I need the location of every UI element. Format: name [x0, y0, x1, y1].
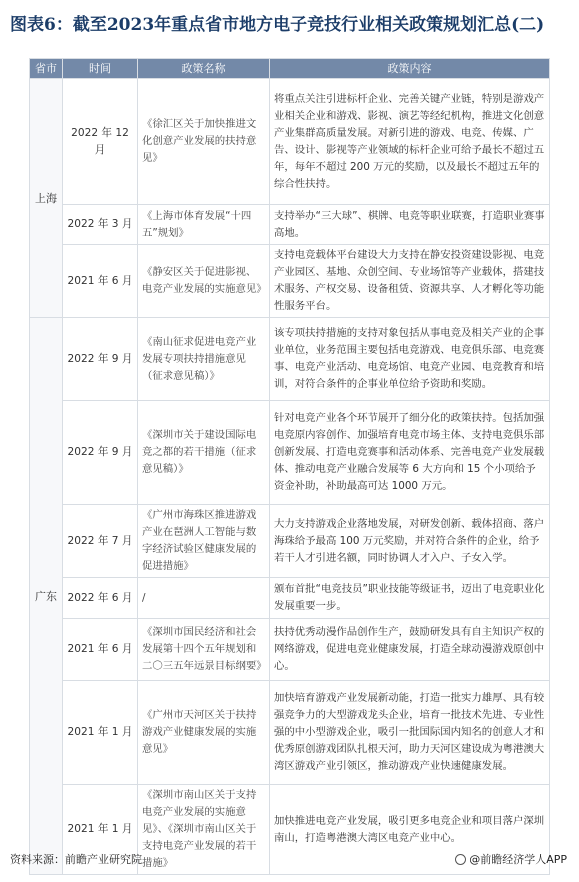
policy-name-cell: 《广州市天河区关于扶持游戏产业健康发展的实施意见》	[138, 681, 270, 785]
policy-content-cell: 该专项扶持措施的支持对象包括从事电竞及相关产业的企事业单位，业务范围主要包括电竞游戏、电竞俱乐部、电竞赛事、电竞产业活动、电竞场馆、电竞产业园、电竞教育和培训，对符合条件的企事业单位给予资助和奖励。	[270, 318, 550, 401]
brand-credit-text: @前瞻经济学人APP	[469, 853, 567, 866]
source-note: 资料来源：前瞻产业研究院	[10, 853, 142, 866]
policy-name-cell: 《深圳市关于建设国际电竞之都的若干措施（征求意见稿）》	[138, 401, 270, 505]
table-row	[30, 401, 550, 505]
table-header-row	[30, 59, 550, 79]
policy-content-cell: 支持举办“三大球”、棋牌、电竞等职业联赛，打造职业赛事高地。	[270, 205, 550, 245]
policy-content-cell: 大力支持游戏企业落地发展，对研发创新、载体招商、落户海珠给予最高 100 万元奖励，并对符合条件的企业，给予若干人才引进名额，同时协调人才入户、子女入学。	[270, 505, 550, 578]
policy-name-cell: 《上海市体育发展“十四五”规划》	[138, 205, 270, 245]
policy-name-cell: 《静安区关于促进影视、电竞产业发展的实施意见》	[138, 245, 270, 318]
province-cell: 上海	[30, 79, 63, 318]
table-row	[30, 79, 550, 205]
wechat-icon	[455, 854, 466, 865]
table-row	[30, 681, 550, 785]
policy-content-cell: 针对电竞产业各个环节展开了细分化的政策扶持。包括加强电竞原内容创作、加强培育电竞市场主体、支持电竞俱乐部创新发展、打造电竞赛事和活动体系、完善电竞产业发展载体、推动电竞产业融合发展等 6 大方向和 15 个小项给予资金补助，补助最高可达 1000 万元。	[270, 401, 550, 505]
table-row	[30, 619, 550, 681]
policy-name-cell: 《广州市海珠区推进游戏产业在琶洲人工智能与数字经济试验区健康发展的促进措施》	[138, 505, 270, 578]
date-cell: 2022 年 9 月	[63, 401, 138, 505]
date-cell: 2021 年 1 月	[63, 785, 138, 875]
table-row	[30, 205, 550, 245]
policy-name-cell: 《南山征求促进电竞产业发展专项扶持措施意见（征求意见稿）》	[138, 318, 270, 401]
date-cell: 2021 年 6 月	[63, 245, 138, 318]
header-policy-content: 政策内容	[270, 59, 550, 79]
date-cell: 2022 年 12 月	[63, 79, 138, 205]
policy-table	[29, 58, 550, 875]
date-cell: 2022 年 9 月	[63, 318, 138, 401]
header-province: 省市	[30, 59, 63, 79]
policy-content-cell: 颁布首批“电竞技员”职业技能等级证书，迈出了电竞职业化发展重要一步。	[270, 578, 550, 619]
policy-name-cell: /	[138, 578, 270, 619]
policy-content-cell: 扶持优秀动漫作品创作生产，鼓励研发具有自主知识产权的网络游戏，促进电竞业健康发展，打造全球动漫游戏原创中心。	[270, 619, 550, 681]
header-policy-name: 政策名称	[138, 59, 270, 79]
date-cell: 2022 年 3 月	[63, 205, 138, 245]
policy-name-cell: 《深圳市南山区关于支持电竞产业发展的实施意见》、《深圳市南山区关于支持电竞产业发展的若干措施》	[138, 785, 270, 875]
province-cell: 广东	[30, 318, 63, 875]
date-cell: 2021 年 1 月	[63, 681, 138, 785]
policy-content-cell: 将重点关注引进标杆企业、完善关键产业链，特别是游戏产业相关企业和游戏、影视、演艺等经纪机构，推进文化创意产业集群高质量发展。对新引进的游戏、电竞、传媒、广告、设计、影视等产业领域的标杆企业可给予最长不超过五年，每年不超过 200 万元的奖励，以及最长不超过五年的综合性扶持。	[270, 79, 550, 205]
policy-content-cell: 加快推进电竞产业发展，吸引更多电竞企业和项目落户深圳南山，打造粤港澳大湾区电竞产业中心。	[270, 785, 550, 875]
table-row	[30, 245, 550, 318]
policy-content-cell: 支持电竞载体平台建设大力支持在静安投资建设影视、电竞产业园区、基地、众创空间、专业场馆等产业载体，搭建技术服务、产权交易、设备租赁、资源共享、人才孵化等功能性服务平台。	[270, 245, 550, 318]
page-title: 图表6：截至2023年重点省市地方电子竞技行业相关政策规划汇总(二)	[10, 15, 545, 35]
date-cell: 2021 年 6 月	[63, 619, 138, 681]
header-date: 时间	[63, 59, 138, 79]
policy-name-cell: 《深圳市国民经济和社会发展第十四个五年规划和二〇三五年远景目标纲要》	[138, 619, 270, 681]
table-row	[30, 578, 550, 619]
date-cell: 2022 年 7 月	[63, 505, 138, 578]
policy-content-cell: 加快培育游戏产业发展新动能，打造一批实力雄厚、具有较强竞争力的大型游戏龙头企业，培育一批技术先进、专业性强的中小型游戏企业，吸引一批国际国内知名的创意人才和优秀原创游戏团队扎根天河，助力天河区建设成为粤港澳大湾区游戏产业引领区，推动游戏产业快速健康发展。	[270, 681, 550, 785]
policy-name-cell: 《徐汇区关于加快推进文化创意产业发展的扶持意见》	[138, 79, 270, 205]
date-cell: 2022 年 6 月	[63, 578, 138, 619]
brand-credit	[455, 851, 567, 867]
table-row	[30, 505, 550, 578]
table-row	[30, 318, 550, 401]
